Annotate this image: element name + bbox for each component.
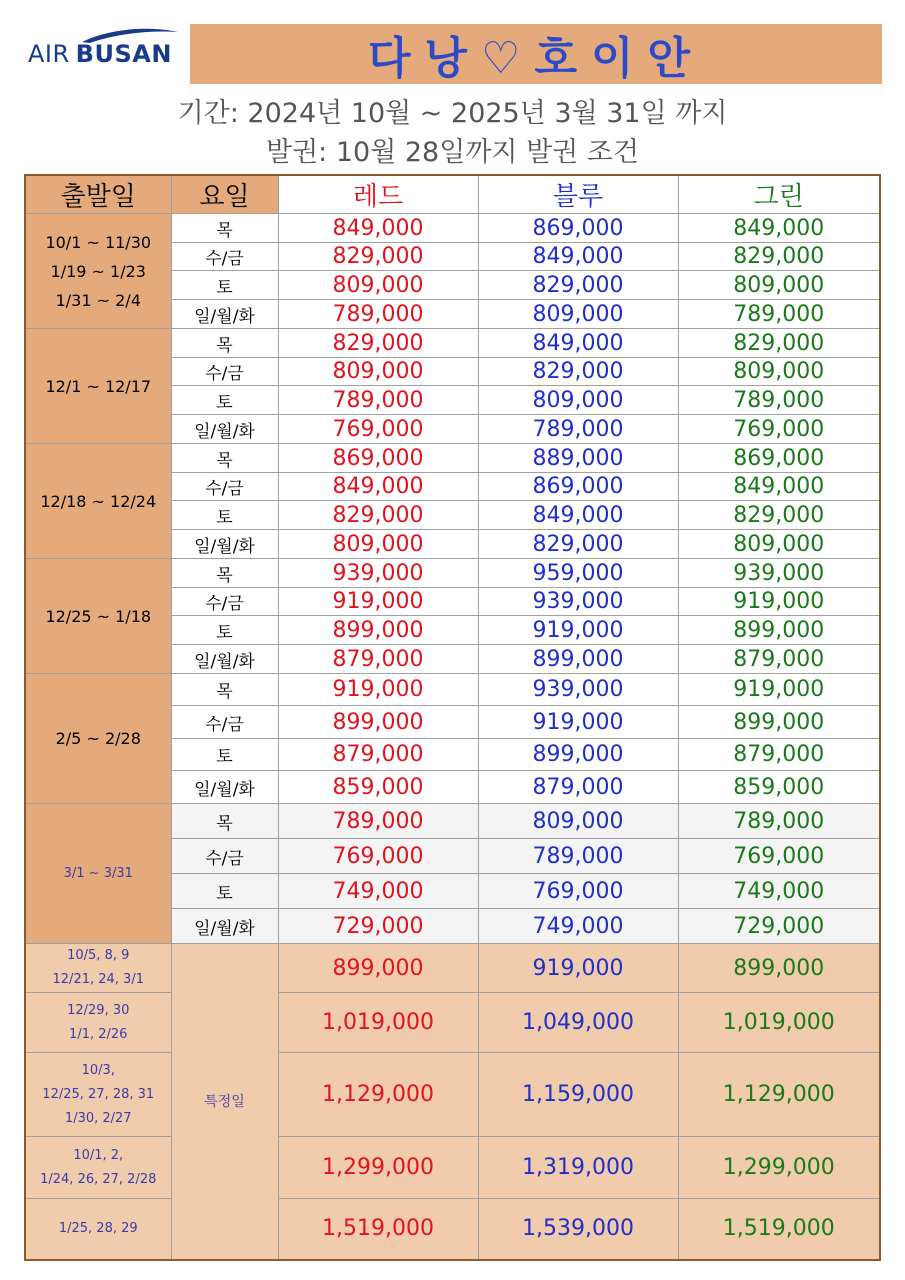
price-green: 919,000 — [678, 674, 880, 706]
price-red: 899,000 — [278, 944, 478, 993]
price-red: 829,000 — [278, 243, 478, 271]
price-blue: 829,000 — [478, 358, 678, 386]
price-green: 749,000 — [678, 874, 880, 909]
day-of-week: 일/월/화 — [171, 300, 278, 329]
day-of-week: 목 — [171, 444, 278, 473]
price-red: 869,000 — [278, 444, 478, 473]
departure-dates — [25, 444, 171, 559]
table-row — [25, 674, 880, 706]
special-dates — [25, 1199, 171, 1260]
price-red: 1,129,000 — [278, 1053, 478, 1137]
day-of-week: 목 — [171, 804, 278, 839]
price-green: 809,000 — [678, 271, 880, 300]
price-blue: 809,000 — [478, 804, 678, 839]
price-green: 849,000 — [678, 473, 880, 501]
price-blue: 1,539,000 — [478, 1199, 678, 1260]
price-green: 869,000 — [678, 444, 880, 473]
special-row — [25, 993, 880, 1053]
price-red: 769,000 — [278, 839, 478, 874]
departure-date-line: 10/1 ~ 11/30 — [45, 232, 152, 252]
price-blue: 849,000 — [478, 243, 678, 271]
day-of-week: 목 — [171, 214, 278, 243]
price-red: 899,000 — [278, 616, 478, 645]
fare-table — [24, 174, 881, 1261]
departure-date-line: 3/1 ~ 3/31 — [63, 865, 133, 881]
departure-date-line: 12/18 ~ 12/24 — [40, 491, 157, 511]
day-of-week: 토 — [171, 739, 278, 771]
price-blue: 919,000 — [478, 616, 678, 645]
day-of-week: 수/금 — [171, 839, 278, 874]
special-dates — [25, 944, 171, 993]
price-blue: 1,159,000 — [478, 1053, 678, 1137]
price-green: 899,000 — [678, 616, 880, 645]
price-blue: 889,000 — [478, 444, 678, 473]
departure-date-line: 1/31 ~ 2/4 — [55, 290, 141, 310]
price-green: 899,000 — [678, 944, 880, 993]
day-of-week: 수/금 — [171, 358, 278, 386]
day-of-week: 일/월/화 — [171, 530, 278, 559]
departure-date-line: 12/1 ~ 12/17 — [45, 376, 152, 396]
header-green: 그린 — [678, 175, 880, 214]
logo-text — [28, 40, 172, 68]
price-green: 939,000 — [678, 559, 880, 588]
period-line: 기간: 2024년 10월 ~ 2025년 3월 31일 까지 — [177, 98, 728, 129]
price-red: 829,000 — [278, 329, 478, 358]
price-blue: 919,000 — [478, 944, 678, 993]
page-title: 다낭♡호이안 — [368, 33, 704, 84]
day-of-week: 목 — [171, 559, 278, 588]
departure-dates — [25, 674, 171, 804]
title-banner — [190, 24, 882, 84]
table-row — [25, 329, 880, 358]
price-green: 899,000 — [678, 706, 880, 739]
day-of-week: 일/월/화 — [171, 645, 278, 674]
price-blue: 829,000 — [478, 530, 678, 559]
price-green: 879,000 — [678, 739, 880, 771]
departure-dates — [25, 329, 171, 444]
price-red: 919,000 — [278, 588, 478, 616]
price-blue: 749,000 — [478, 909, 678, 944]
price-green: 1,299,000 — [678, 1137, 880, 1199]
price-blue: 1,319,000 — [478, 1137, 678, 1199]
price-green: 829,000 — [678, 501, 880, 530]
price-blue: 919,000 — [478, 706, 678, 739]
price-red: 859,000 — [278, 771, 478, 804]
price-red: 729,000 — [278, 909, 478, 944]
special-row — [25, 1199, 880, 1260]
price-blue: 809,000 — [478, 300, 678, 329]
price-blue: 789,000 — [478, 415, 678, 444]
price-red: 879,000 — [278, 739, 478, 771]
price-red: 919,000 — [278, 674, 478, 706]
price-green: 1,019,000 — [678, 993, 880, 1053]
price-blue: 829,000 — [478, 271, 678, 300]
price-blue: 899,000 — [478, 645, 678, 674]
price-red: 809,000 — [278, 271, 478, 300]
price-green: 789,000 — [678, 386, 880, 415]
price-red: 849,000 — [278, 214, 478, 243]
special-row — [25, 944, 880, 993]
special-date-line: 1/24, 26, 27, 2/28 — [40, 1171, 157, 1187]
ticketing-line: 발권: 10월 28일까지 발권 조건 — [266, 137, 639, 168]
day-of-week: 수/금 — [171, 588, 278, 616]
header-blue: 블루 — [478, 175, 678, 214]
price-green: 769,000 — [678, 415, 880, 444]
special-row — [25, 1137, 880, 1199]
special-date-line: 10/1, 2, — [73, 1147, 124, 1163]
price-red: 789,000 — [278, 386, 478, 415]
day-of-week: 일/월/화 — [171, 771, 278, 804]
day-of-week: 수/금 — [171, 706, 278, 739]
day-of-week: 토 — [171, 874, 278, 909]
day-of-week: 수/금 — [171, 243, 278, 271]
price-red: 769,000 — [278, 415, 478, 444]
price-green: 769,000 — [678, 839, 880, 874]
day-of-week: 목 — [171, 674, 278, 706]
price-red: 1,519,000 — [278, 1199, 478, 1260]
price-red: 849,000 — [278, 473, 478, 501]
header-red: 레드 — [278, 175, 478, 214]
price-red: 829,000 — [278, 501, 478, 530]
special-dates — [25, 1137, 171, 1199]
price-red: 809,000 — [278, 358, 478, 386]
price-green: 919,000 — [678, 588, 880, 616]
price-red: 899,000 — [278, 706, 478, 739]
price-green: 809,000 — [678, 358, 880, 386]
day-of-week: 토 — [171, 386, 278, 415]
departure-dates — [25, 804, 171, 944]
price-red: 809,000 — [278, 530, 478, 559]
header-departure: 출발일 — [25, 175, 171, 214]
price-blue: 899,000 — [478, 739, 678, 771]
logo-busan: BUSAN — [75, 40, 172, 68]
special-row — [25, 1053, 880, 1137]
price-blue: 849,000 — [478, 329, 678, 358]
price-green: 789,000 — [678, 804, 880, 839]
special-date-line: 12/29, 30 — [67, 1002, 130, 1018]
logo-air: AIR — [28, 40, 70, 68]
special-date-line: 1/1, 2/26 — [69, 1026, 128, 1042]
price-blue: 959,000 — [478, 559, 678, 588]
day-of-week: 토 — [171, 501, 278, 530]
price-green: 829,000 — [678, 243, 880, 271]
price-green: 849,000 — [678, 214, 880, 243]
table-row — [25, 444, 880, 473]
air-busan-logo — [28, 26, 186, 74]
departure-dates — [25, 559, 171, 674]
price-blue: 849,000 — [478, 501, 678, 530]
price-blue: 1,049,000 — [478, 993, 678, 1053]
price-blue: 939,000 — [478, 674, 678, 706]
special-day-label: 특정일 — [171, 944, 278, 1260]
price-red: 1,019,000 — [278, 993, 478, 1053]
day-of-week: 토 — [171, 616, 278, 645]
special-date-line: 10/5, 8, 9 — [67, 948, 130, 963]
special-dates — [25, 993, 171, 1053]
day-of-week: 일/월/화 — [171, 909, 278, 944]
header-day: 요일 — [171, 175, 278, 214]
price-blue: 869,000 — [478, 214, 678, 243]
departure-date-line: 12/25 ~ 1/18 — [45, 606, 152, 626]
price-red: 789,000 — [278, 300, 478, 329]
day-of-week: 수/금 — [171, 473, 278, 501]
price-blue: 809,000 — [478, 386, 678, 415]
table-header-row — [25, 175, 880, 214]
table-row — [25, 559, 880, 588]
price-blue: 879,000 — [478, 771, 678, 804]
special-date-line: 1/30, 2/27 — [64, 1110, 132, 1126]
price-red: 879,000 — [278, 645, 478, 674]
day-of-week: 토 — [171, 271, 278, 300]
table-row — [25, 214, 880, 243]
price-blue: 789,000 — [478, 839, 678, 874]
price-blue: 939,000 — [478, 588, 678, 616]
special-date-line: 1/25, 28, 29 — [58, 1220, 138, 1236]
price-green: 729,000 — [678, 909, 880, 944]
special-date-line: 12/25, 27, 28, 31 — [42, 1086, 155, 1102]
price-blue: 769,000 — [478, 874, 678, 909]
price-red: 939,000 — [278, 559, 478, 588]
special-date-line: 10/3, — [81, 1062, 115, 1078]
price-red: 789,000 — [278, 804, 478, 839]
departure-date-line: 1/19 ~ 1/23 — [50, 261, 146, 281]
price-green: 1,519,000 — [678, 1199, 880, 1260]
price-red: 749,000 — [278, 874, 478, 909]
departure-date-line: 2/5 ~ 2/28 — [55, 729, 141, 748]
price-green: 1,129,000 — [678, 1053, 880, 1137]
special-dates — [25, 1053, 171, 1137]
price-red: 1,299,000 — [278, 1137, 478, 1199]
table-row — [25, 804, 880, 839]
price-green: 859,000 — [678, 771, 880, 804]
price-green: 829,000 — [678, 329, 880, 358]
price-green: 789,000 — [678, 300, 880, 329]
special-date-line: 12/21, 24, 3/1 — [52, 972, 144, 987]
day-of-week: 일/월/화 — [171, 415, 278, 444]
departure-dates — [25, 214, 171, 329]
day-of-week: 목 — [171, 329, 278, 358]
price-blue: 869,000 — [478, 473, 678, 501]
price-green: 879,000 — [678, 645, 880, 674]
price-green: 809,000 — [678, 530, 880, 559]
